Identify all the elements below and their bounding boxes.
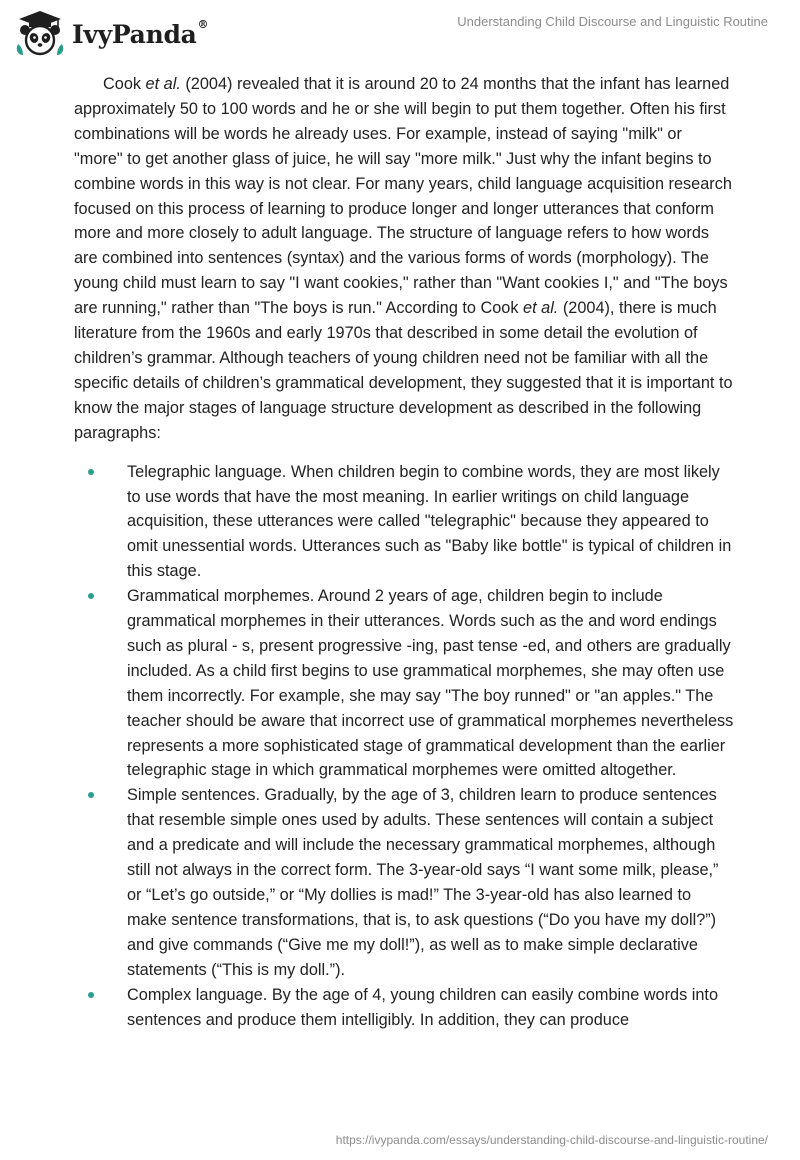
list-item <box>74 783 734 982</box>
document-title: Understanding Child Discourse and Linguistic Routine <box>457 14 768 29</box>
list-item <box>74 983 734 1033</box>
registered-mark: ® <box>197 17 209 31</box>
list-item-text: Complex language. By the age of 4, young children can easily combine words into sentences and produce them intelligibly. In addition, they can produce <box>127 985 718 1029</box>
essay-content <box>74 72 734 1032</box>
panda-graduation-cap-icon <box>14 8 66 58</box>
source-url-link[interactable]: https://ivypanda.com/essays/understanding-child-discourse-and-linguistic-routine/ <box>335 1133 768 1147</box>
bullet-icon <box>88 792 94 798</box>
ivypanda-logo[interactable] <box>14 8 208 58</box>
paragraph-italic-2: et al. <box>523 299 559 318</box>
list-item-text: Simple sentences. Gradually, by the age of 3, children learn to produce sentences that resemble simple ones used by adults. These sentences will contain a subject and a predicate and will include the necessary grammatical morphemes, although still not always in the correct form. The 3-year-old says “I want some milk, please,” or “Let’s go outside,” or “My dollies is mad!” The 3-year-old has also learned to make sentence transformations, that is, to ask questions (“Do you have my doll?”) and give commands (“Give me my doll!”), as well as to make simple declarative statements (“This is my doll.”). <box>127 786 719 979</box>
paragraph-text-2: (2004) revealed that it is around 20 to 24 months that the infant has learned approximately 50 to 100 words and he or she will begin to put them together. Often his first combinations will be words he already uses. For example, instead of saying "milk" or "more" to get another glass of juice, he will say "more milk." Just why the infant begins to combine words in this way is not clear. For many years, child language acquisition research focused on this process of learning to produce longer and longer utterances that conform more and more closely to adult language. The structure of language refers to how words are combined into sentences (syntax) and the various forms of words (morphology). The young child must learn to say "I want cookies," rather than "Want cookies I," and "The boys are running," rather than "The boys is run." According to Cook <box>74 75 732 318</box>
language-stages-list <box>74 460 734 1033</box>
list-item-text: Grammatical morphemes. Around 2 years of age, children begin to include grammatical morphemes in their utterances. Words such as the and word endings such as plural - s, present progressive -ing, past tense -ed, and others are gradually included. As a child first begins to use grammatical morphemes, she may often use them incorrectly. For example, she may say "The boy runned" or "an apples." The teacher should be aware that incorrect use of grammatical morphemes nevertheless represents a more sophisticated stage of grammatical development than the earlier telegraphic stage in which grammatical morphemes were omitted altogether. <box>127 587 734 780</box>
paragraph-text-1: Cook <box>103 75 146 93</box>
bullet-icon <box>88 469 94 475</box>
paragraph-text-3: (2004), there is much literature from the 1960s and early 1970s that described in some detail the evolution of children’s grammar. Although teachers of young children need not be familiar with all the specific details of children’s grammatical development, they suggested that it is important to know the major stages of language structure development as described in the following paragraphs: <box>74 299 733 442</box>
paragraph-italic-1: et al. <box>145 75 181 93</box>
brand-name-text: IvyPanda <box>72 19 197 49</box>
list-item <box>74 460 734 585</box>
bullet-icon <box>88 593 94 599</box>
page-header <box>0 0 800 70</box>
list-item-text: Telegraphic language. When children begin to combine words, they are most likely to use words that have the most meaning. In earlier writings on child language acquisition, these utterances were called "telegraphic" because they appeared to omit unessential words. Utterances such as "Baby like bottle" is typical of children in this stage. <box>127 462 732 581</box>
brand-name <box>72 17 209 49</box>
intro-paragraph <box>74 72 734 446</box>
bullet-icon <box>88 992 94 998</box>
list-item <box>74 584 734 783</box>
